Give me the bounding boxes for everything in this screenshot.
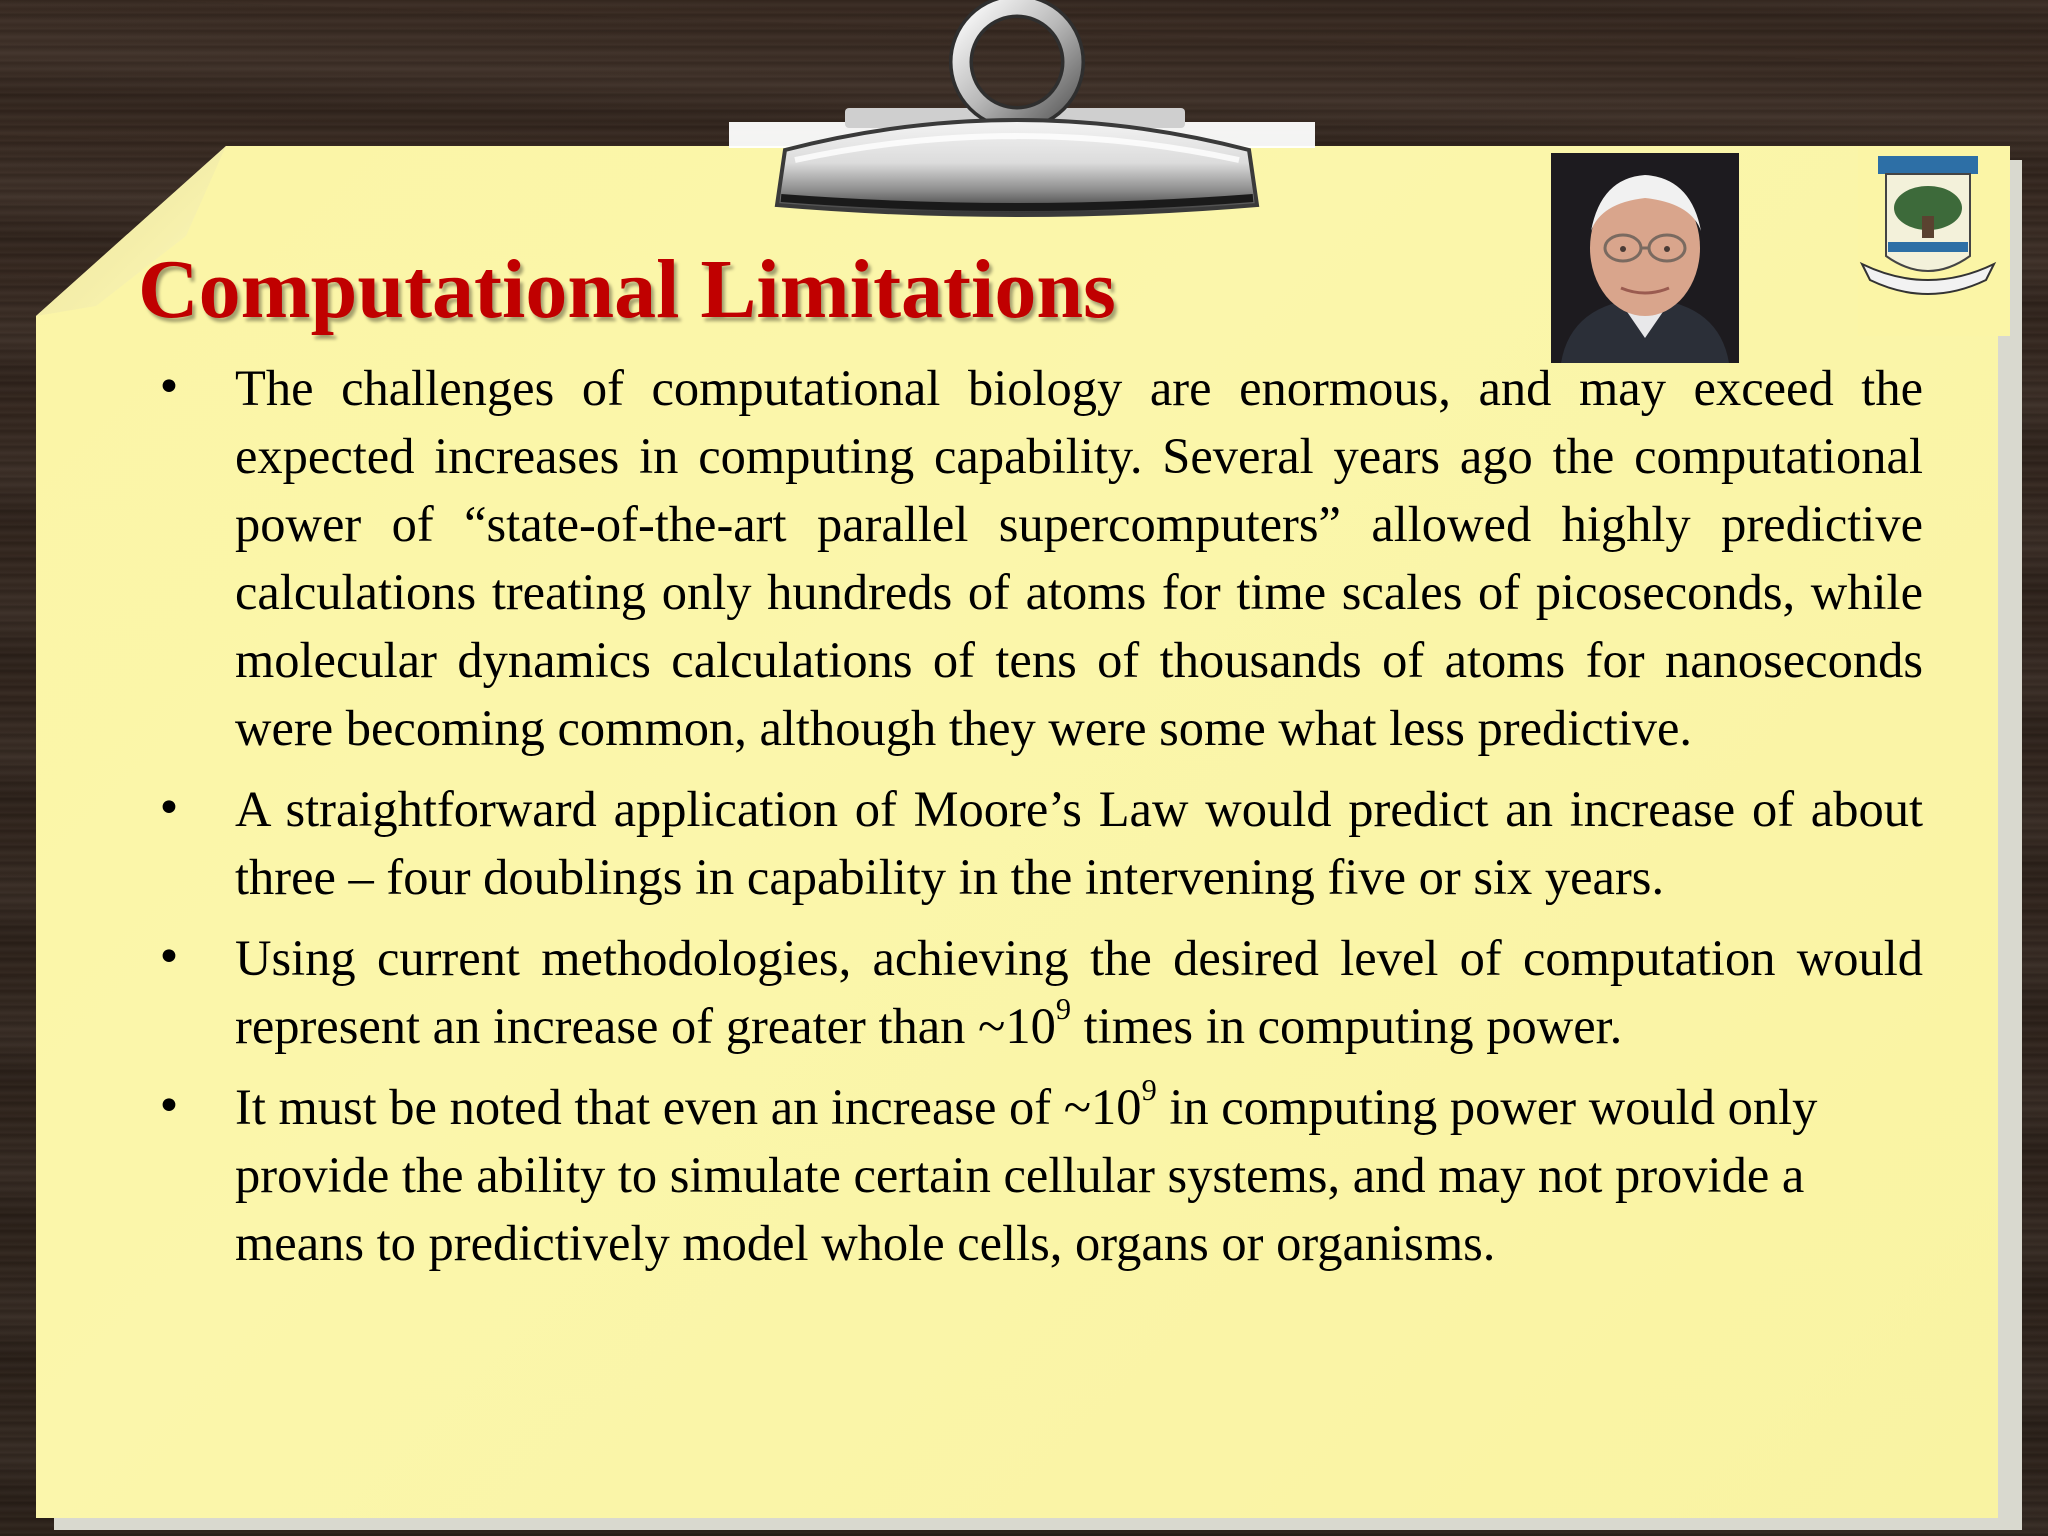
portrait-photo: [1551, 153, 1739, 363]
bullet-text-after: times in computing power.: [1071, 998, 1623, 1054]
bullet-marker: •: [156, 362, 182, 413]
bullet-list: [138, 354, 1923, 1290]
exponent: 9: [1141, 1072, 1157, 1107]
bullet-text: The challenges of computational biology are enormous, and may exceed the expected increases in computing capability. Several years ago the computational power of “state-of-the-art parallel supercomputers” allowed highly predictive calculations treating only hundreds of atoms for time scales of picoseconds, while molecular dynamics calculations of tens of thousands of atoms for nanoseconds were becoming common, although they were some what less predictive.: [235, 360, 1923, 756]
exponent: 9: [1055, 991, 1072, 1026]
bullet-marker: •: [156, 1081, 182, 1132]
bullet-text: A straightforward application of Moore’s Law would predict an increase of about three – four doublings in capability in the intervening five or six years.: [235, 781, 1923, 905]
slide-title: Computational Limitations: [138, 243, 1116, 336]
bullet-text-before: It must be noted that even an increase of ~10: [235, 1079, 1142, 1135]
bullet-item: [138, 354, 1923, 762]
bullet-item: [138, 1073, 1923, 1277]
binder-clip-icon: [725, 0, 1345, 225]
bullet-text-after: in computing power would only provide the ability to simulate certain cellular systems, and may not provide a means to predictively model whole cells, organs or organisms.: [235, 1079, 1818, 1271]
bullet-marker: •: [156, 932, 182, 983]
institution-emblem-icon: [1858, 146, 2010, 336]
bullet-marker: •: [156, 783, 182, 834]
bullet-text-before: Using current methodologies, achieving the desired level of computation would represent an increase of greater than ~10: [235, 930, 1923, 1054]
bullet-item: [138, 775, 1923, 911]
bullet-item: [138, 924, 1923, 1060]
